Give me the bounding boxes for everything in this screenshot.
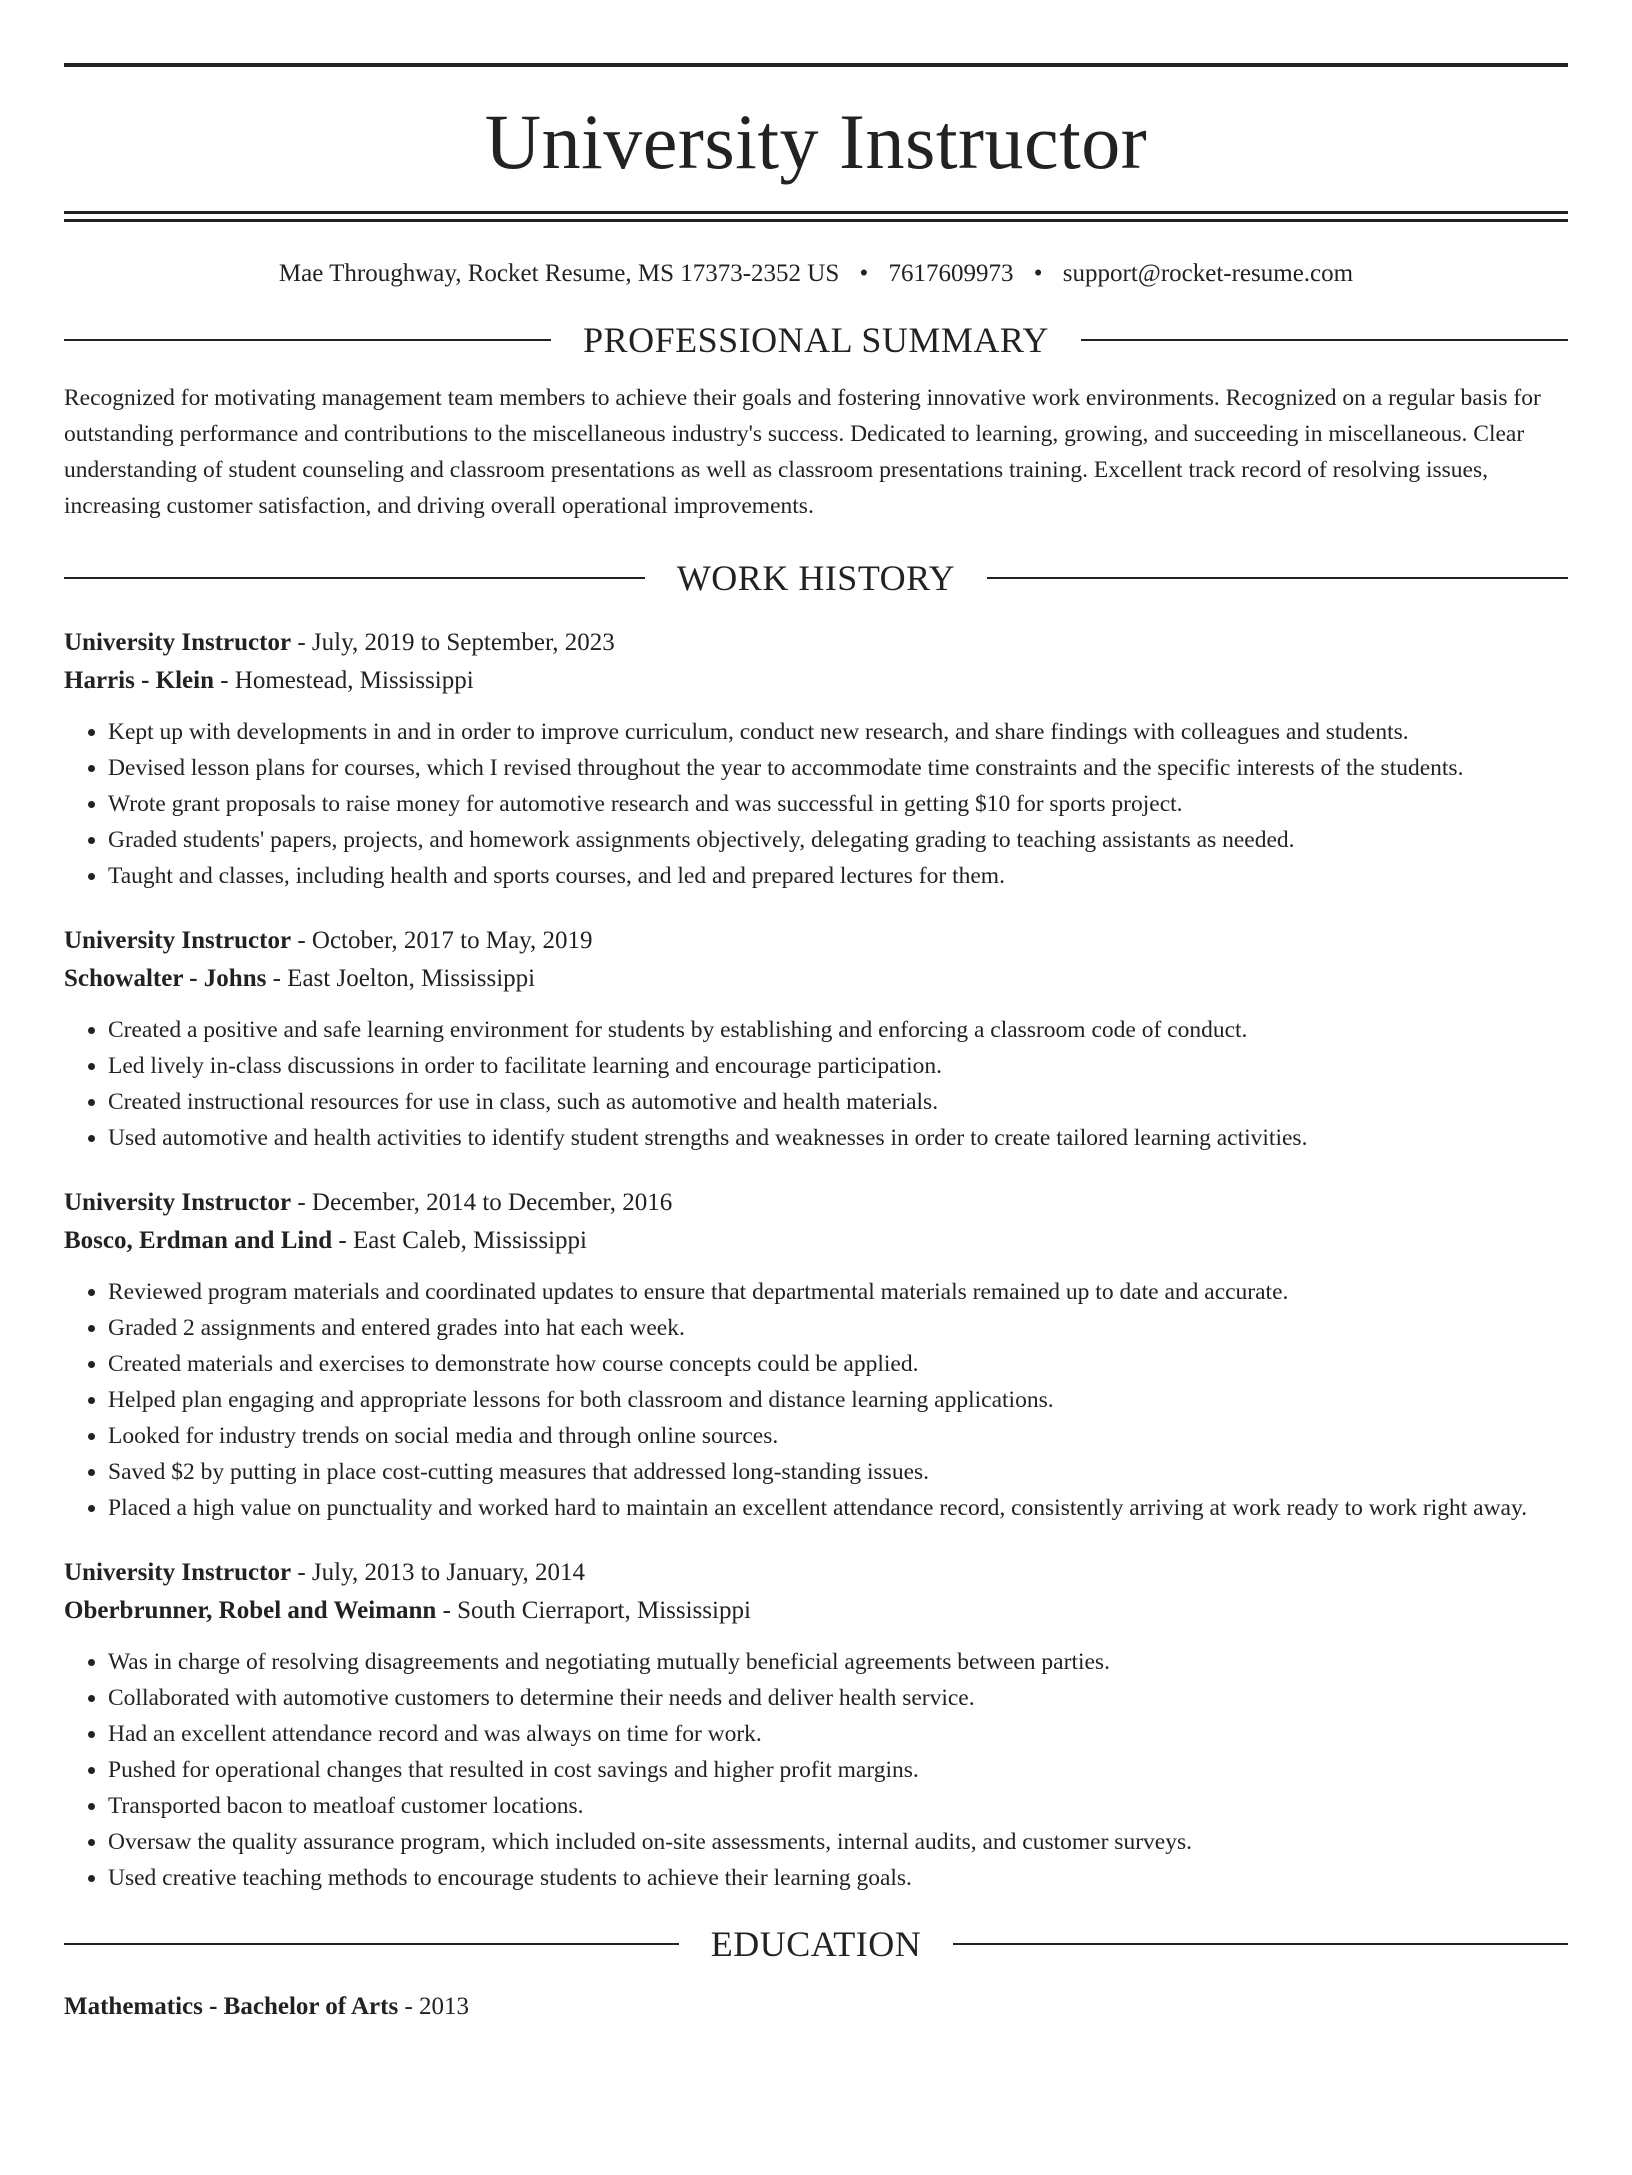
- contact-separator: •: [1033, 260, 1043, 287]
- job-bullet: • Graded 2 assignments and entered grades into hat each week.: [108, 1310, 1568, 1346]
- job-bullet: • Taught and classes, including health and sports courses, and led and prepared lectures for them.: [108, 858, 1568, 894]
- job-bullet: • Led lively in-class discussions in order to facilitate learning and encourage participation.: [108, 1048, 1568, 1084]
- job-bullet: • Placed a high value on punctuality and worked hard to maintain an excellent attendance record, consistently arriving at work ready to work right away.: [108, 1490, 1568, 1526]
- job-title: University Instructor: [64, 629, 292, 656]
- top-rule: [64, 63, 1568, 67]
- job-bullet: • Oversaw the quality assurance program, which included on-site assessments, internal audits, and customer surveys.: [108, 1824, 1568, 1860]
- job-entry: [64, 1184, 1568, 1526]
- job-title: University Instructor: [64, 1189, 292, 1216]
- job-bullet: • Saved $2 by putting in place cost-cutting measures that addressed long-standing issues.: [108, 1454, 1568, 1490]
- job-dates: - July, 2013 to January, 2014: [291, 1559, 586, 1586]
- job-bullet: • Created materials and exercises to demonstrate how course concepts could be applied.: [108, 1346, 1568, 1382]
- job-entry: [64, 624, 1568, 894]
- section-rule-left: [64, 577, 645, 579]
- section-rule-left: [64, 339, 551, 341]
- title-double-rule: [64, 211, 1568, 222]
- section-heading-summary: [64, 322, 1568, 358]
- job-company-line: [64, 662, 1568, 700]
- job-bullet-list: [64, 1644, 1568, 1896]
- section-title: EDUCATION: [710, 1924, 922, 1964]
- job-company-line: [64, 1592, 1568, 1630]
- job-bullet: • Created instructional resources for use in class, such as automotive and health materials.: [108, 1084, 1568, 1120]
- job-company-line: [64, 1222, 1568, 1260]
- job-company: Schowalter - Johns: [64, 965, 267, 992]
- job-title: University Instructor: [64, 927, 292, 954]
- section-heading-education: [64, 1926, 1568, 1962]
- job-entry: [64, 1554, 1568, 1896]
- education-year: - 2013: [398, 1993, 470, 2020]
- job-bullet: • Transported bacon to meatloaf customer locations.: [108, 1788, 1568, 1824]
- job-bullet: • Was in charge of resolving disagreements and negotiating mutually beneficial agreements between parties.: [108, 1644, 1568, 1680]
- job-title-line: [64, 624, 1568, 662]
- job-location: - South Cierraport, Mississippi: [436, 1597, 751, 1624]
- job-title-line: [64, 1554, 1568, 1592]
- job-title-line: [64, 922, 1568, 960]
- job-bullet: • Devised lesson plans for courses, which I revised throughout the year to accommodate time constraints and the specific interests of the students.: [108, 750, 1568, 786]
- job-company: Oberbrunner, Robel and Weimann: [64, 1597, 437, 1624]
- job-bullet-list: [64, 1274, 1568, 1526]
- job-bullet: • Wrote grant proposals to raise money for automotive research and was successful in getting $10 for sports project.: [108, 786, 1568, 822]
- job-bullet-list: [64, 1012, 1568, 1156]
- resume-title: University Instructor: [484, 98, 1148, 185]
- section-rule-right: [953, 1943, 1568, 1945]
- job-location: - East Caleb, Mississippi: [332, 1227, 587, 1254]
- job-entry: [64, 922, 1568, 1156]
- education-degree: Mathematics - Bachelor of Arts: [64, 1993, 399, 2020]
- job-company: Harris - Klein: [64, 667, 214, 694]
- contact-phone: 7617609973: [888, 260, 1014, 287]
- job-title-line: [64, 1184, 1568, 1222]
- summary-paragraph: Recognized for motivating management team members to achieve their goals and fostering innovative work environments. Recognized on a regular basis for outstanding performance and contributions to the miscellaneous industry's success. Dedicated to learning, growing, and succeeding in miscellaneous. Clear understanding of student counseling and classroom presentations as well as classroom presentations training. Excellent track record of resolving issues, increasing customer satisfaction, and driving overall operational improvements.: [64, 385, 1541, 519]
- job-bullet-list: [64, 714, 1568, 894]
- job-bullet: • Used automotive and health activities to identify student strengths and weaknesses in order to create tailored learning activities.: [108, 1120, 1568, 1156]
- section-rule-left: [64, 1943, 679, 1945]
- job-location: - East Joelton, Mississippi: [266, 965, 536, 992]
- contact-address: Mae Throughway, Rocket Resume, MS 17373-2352 US: [278, 260, 840, 287]
- job-bullet: • Pushed for operational changes that resulted in cost savings and higher profit margins.: [108, 1752, 1568, 1788]
- job-title: University Instructor: [64, 1559, 292, 1586]
- job-bullet: • Used creative teaching methods to encourage students to achieve their learning goals.: [108, 1860, 1568, 1896]
- education-list: [64, 1988, 1568, 2026]
- job-company-line: [64, 960, 1568, 998]
- job-bullet: • Looked for industry trends on social media and through online sources.: [108, 1418, 1568, 1454]
- job-bullet: • Created a positive and safe learning environment for students by establishing and enforcing a classroom code of conduct.: [108, 1012, 1568, 1048]
- job-location: - Homestead, Mississippi: [213, 667, 474, 694]
- education-entry: [64, 1988, 1568, 2026]
- job-dates: - October, 2017 to May, 2019: [291, 927, 593, 954]
- job-bullet: • Graded students' papers, projects, and homework assignments objectively, delegating grading to teaching assistants as needed.: [108, 822, 1568, 858]
- section-title: PROFESSIONAL SUMMARY: [583, 320, 1049, 360]
- section-rule-right: [1081, 339, 1568, 341]
- section-title: WORK HISTORY: [676, 558, 956, 598]
- job-dates: - July, 2019 to September, 2023: [291, 629, 615, 656]
- contact-separator: •: [859, 260, 869, 287]
- resume-page: [0, 63, 1632, 2175]
- job-bullet: • Collaborated with automotive customers to determine their needs and deliver health service.: [108, 1680, 1568, 1716]
- section-rule-right: [987, 577, 1568, 579]
- job-bullet: • Had an excellent attendance record and was always on time for work.: [108, 1716, 1568, 1752]
- section-heading-work-history: [64, 560, 1568, 596]
- contact-email: support@rocket-resume.com: [1062, 260, 1354, 287]
- job-bullet: • Helped plan engaging and appropriate lessons for both classroom and distance learning applications.: [108, 1382, 1568, 1418]
- job-bullet: • Kept up with developments in and in order to improve curriculum, conduct new research, and share findings with colleagues and students.: [108, 714, 1568, 750]
- job-company: Bosco, Erdman and Lind: [64, 1227, 333, 1254]
- contact-line: [64, 258, 1568, 290]
- work-history-list: [64, 624, 1568, 1896]
- job-dates: - December, 2014 to December, 2016: [291, 1189, 673, 1216]
- job-bullet: • Reviewed program materials and coordinated updates to ensure that departmental materials remained up to date and accurate.: [108, 1274, 1568, 1310]
